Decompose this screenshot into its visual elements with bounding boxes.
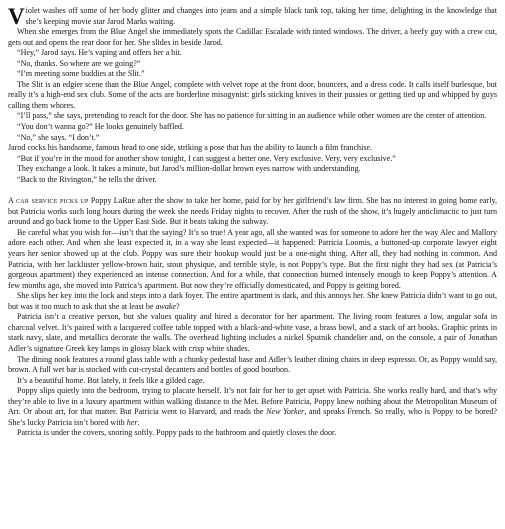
paragraph-text: Poppy slips quietly into the bedroom, trying to placate herself. It’s not fair for her to get upset with Patricia. She works really hard, and that’s why they’re able to live in a luxury apartment within walking distance to the Met. Before Patricia, Poppy knew nothing about the Metropolitan Museum of Art. Or about art, for that matter. But Patricia went to Harvard, and reads the <box>8 386 497 417</box>
paragraph: It’s a beautiful home. But lately, it feels like a gilded cage. <box>17 375 205 385</box>
paragraph: The Slit is an edgier scene than the Blue Angel, complete with velvet rope at the front door, bouncers, and a dress code. It calls itself burlesque, but really it’s a high-end sex club. Some of the acts are borderline misogynist: girls sticking knives in their pussies or getting tied up and whipped by guys calling them whores. <box>8 79 497 110</box>
paragraph-text: iolet washes off some of her body glitter and changes into jeans and a simple black tank top, taking her time, delighting in the knowledge that she’s keeping movie star Jarod Marks waiting. <box>25 6 497 26</box>
paragraph <box>8 291 497 312</box>
paragraph: When she emerges from the Blue Angel she immediately spots the Cadillac Escalade with tinted windows. The driver, a beefy guy with a crew cut, gets out and opens the rear door for her. She slides in beside Jarod. <box>8 27 497 47</box>
section-poppy <box>8 196 497 439</box>
paragraph-text-tail: , and speaks French. So really, who is Poppy to be bored? She’s lucky Patricia isn’t bored with <box>8 407 498 427</box>
paragraph: Patricia is under the covers, snoring softly. Poppy pads to the bathroom and quietly closes the door. <box>17 428 337 438</box>
drop-cap: V <box>8 4 25 29</box>
paragraph-text-tail: . <box>137 417 140 427</box>
small-caps-lead: A car service picks up <box>8 196 89 206</box>
paragraph-text: Poppy LaRue after the show to take her home, paid for by her girlfriend’s law firm. She has no interest in going home early, but Patricia works such long hours during the week she needs Friday nights to recover. After the rush of the show, it’s hugely anticlimactic to just turn around and go back home to the Upper East Side. But it beats taking the subway. <box>8 196 497 227</box>
paragraph: “No,” she says. “I don’t.” <box>17 132 100 142</box>
paragraph: “No, thanks. So where are we going?” <box>17 58 141 68</box>
paragraph-text: She slips her key into the lock and steps into a dark foyer. The entire apartment is dark, and this annoys her. She knew Patricia didn’t want to go out, but was it too much to ask that she at least be <box>8 291 497 311</box>
paragraph <box>8 386 497 428</box>
emphasis: New Yorker <box>266 407 305 417</box>
paragraph: They exchange a look. It takes a minute, but Jarod’s million-dollar brown eyes narrow with understanding. <box>17 164 361 174</box>
section-violet <box>8 6 497 185</box>
emphasis: her <box>126 417 138 427</box>
paragraph: “I’ll pass,” she says, pretending to reach for the door. She has no patience for sitting in an audience while other women are the center of attention. <box>17 111 487 121</box>
paragraph: Patricia isn’t a creative person, but she values quality and hired a decorator for her apartment. The living room features a low, angular sofa in charcoal velvet. It’s paired with a lacquered coffee table topped with a black-and-white vase, a brass bowl, and a stack of art books. Graphic prints in stark navy, slate, and metallics decorate the walls. The overhead lighting includes a nickel Sputnik chandelier and, on the console, a pair of Jonathan Adler’s signature Greek key lamps in glossy black with crisp white shades. <box>8 312 497 353</box>
paragraph: “You don’t wanna go?” He looks genuinely baffled. <box>17 122 184 132</box>
paragraph: “Hey,” Jarod says. He’s vaping and offers her a hit. <box>17 48 182 58</box>
paragraph-text-tail: ? <box>176 301 180 311</box>
paragraph: Jarod cocks his handsome, famous head to one side, striking a pose that has the ability to launch a film franchise. <box>8 143 373 153</box>
paragraph-opening <box>8 196 497 228</box>
paragraph: Be careful what you wish for—isn’t that the saying? It’s so true! A year ago, all she wanted was for someone to adore her the way Alec and Mallory adore each other. And when she least expected it, in a way she least expected—it happened: Patricia Loomis, a buttoned-up corporate lawyer eight years her senior showed up at the club. Poppy was sure their hookup would just be a one-night thing. After all, they had nothing in common. And Patricia, with her lackluster yellow-brown hair, stout physique, and terrible style, is not Poppy’s type. But the first night they had sex (at Patricia’s gorgeous apartment) they experienced an intense connection. And for a while, that connection burned intensely enough to keep Poppy’s attention. A few months ago, she moved into Patrica’s apartment. But now they’re officially domesticated, and Poppy is getting bored. <box>8 227 497 290</box>
paragraph: “I’m meeting some buddies at the Slit.” <box>17 69 145 79</box>
paragraph: “Back to the Rivington,” he tells the driver. <box>17 174 157 184</box>
paragraph: The dining nook features a round glass table with a chunky pedestal base and Adler’s leather dining chairs in deep espresso. Or, as Poppy would say, brown. A full wet bar is stocked with cut-crystal decanters and bottles of good bourbon. <box>8 354 497 375</box>
paragraph: “But if you’re in the mood for another show tonight, I can suggest a better one. Very exclusive. Very, very exclusive.” <box>17 153 396 163</box>
paragraph-opening <box>8 6 497 27</box>
emphasis: awake <box>155 301 177 311</box>
